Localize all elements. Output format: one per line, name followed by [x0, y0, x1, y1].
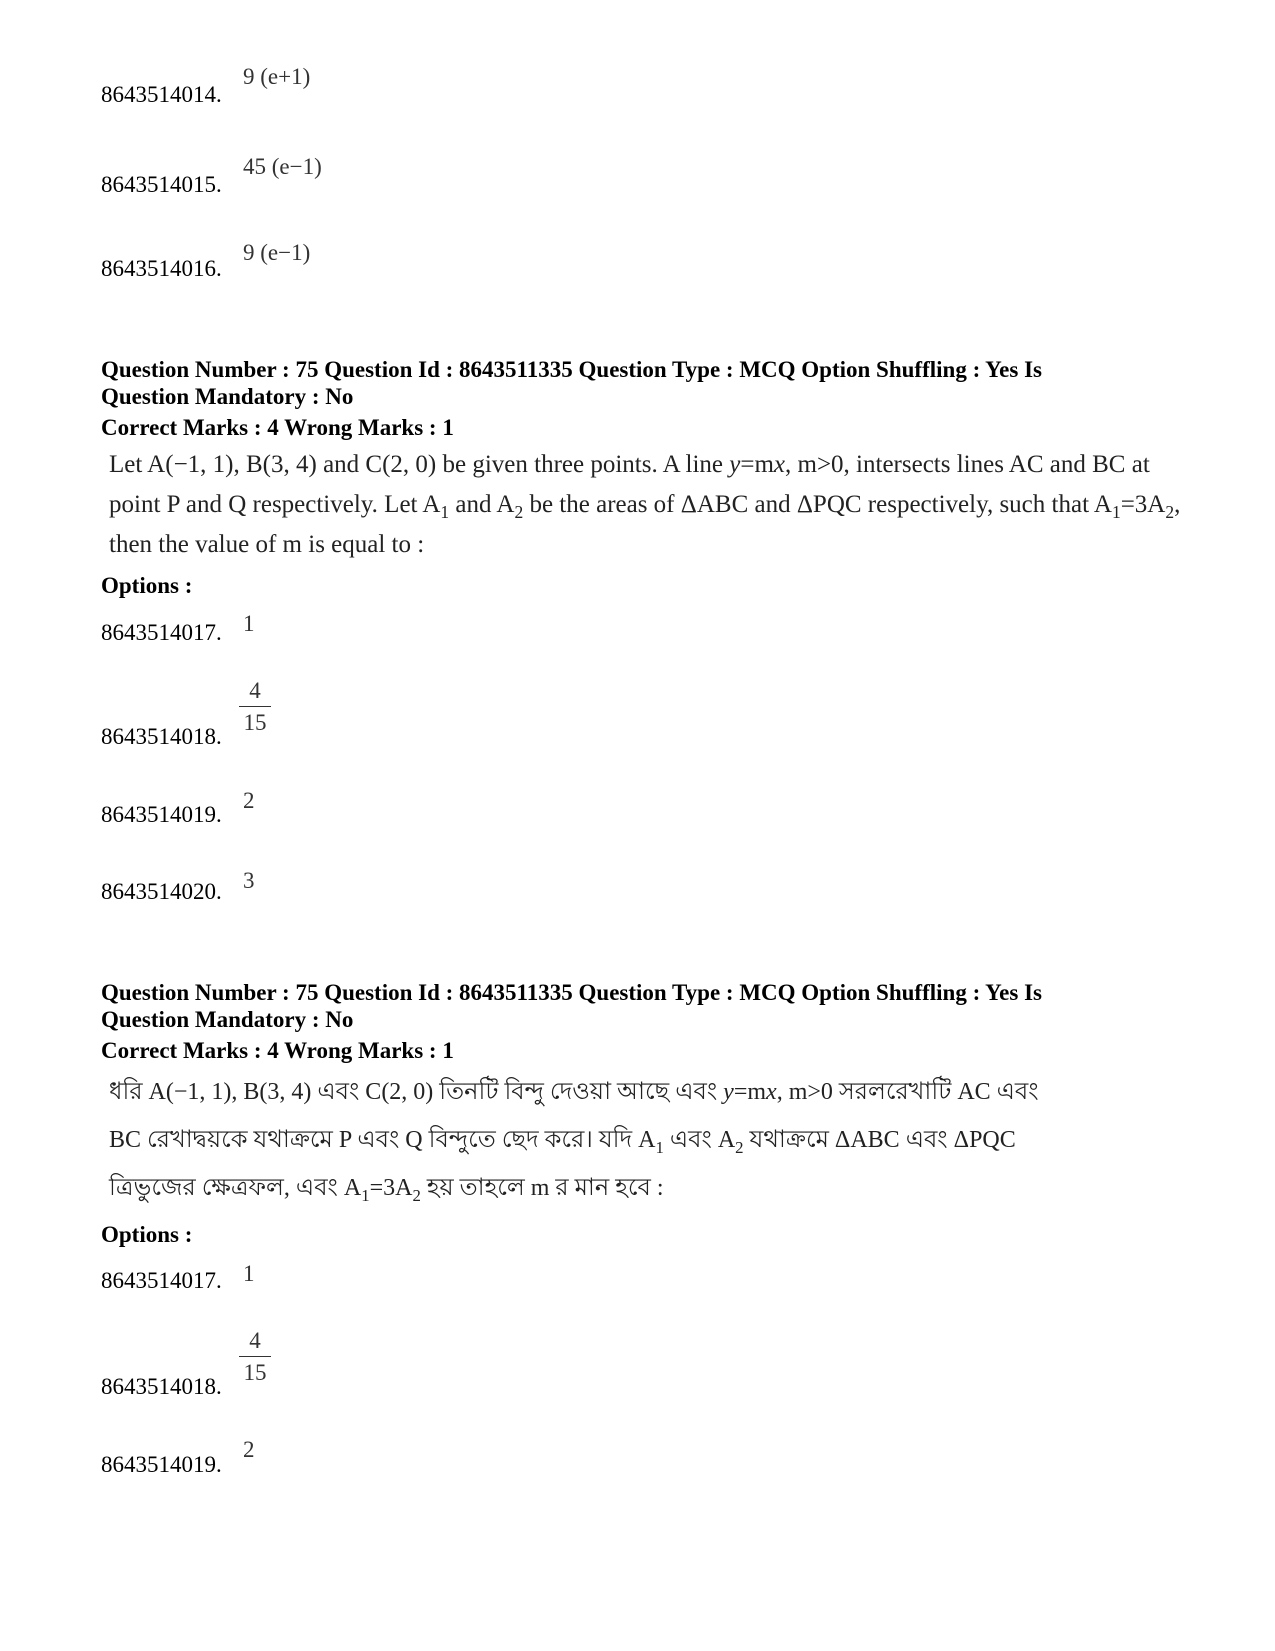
fraction-bar — [239, 1356, 271, 1357]
option-number: 8643514018. — [101, 1374, 222, 1399]
option-value: 9 (e−1) — [243, 240, 311, 265]
fraction-numerator: 4 — [249, 1328, 261, 1353]
question-text: Let A(−1, 1), B(3, 4) and C(2, 0) be given three points. A line y=mx, m>0, intersects lines AC and BC at point P and Q respectively. Let $A_1$ and $A_2$ be the areas of ΔABC and ΔPQC respectively, such that $A_1=3A_2$, then the value of m is equal to : — [109, 451, 1181, 558]
option-value: 45 (e−1) — [243, 154, 322, 179]
option-value: 2 — [243, 788, 255, 813]
fraction-numerator: 4 — [249, 678, 261, 703]
options-label: Options : — [101, 1222, 193, 1247]
option-number: 8643514017. — [101, 1268, 222, 1293]
option-number: 8643514014. — [101, 82, 222, 107]
option-number: 8643514019. — [101, 802, 222, 827]
option-number: 8643514017. — [101, 620, 222, 645]
fraction-bar — [239, 706, 271, 707]
fraction-option — [239, 1328, 271, 1386]
option-number: 8643514020. — [101, 879, 222, 904]
option-value: 1 — [243, 1261, 255, 1286]
fraction-denominator: 15 — [243, 710, 267, 735]
options-label: Options : — [101, 573, 193, 598]
question-mandatory: Question Mandatory : No — [101, 1007, 354, 1032]
question-mandatory: Question Mandatory : No — [101, 384, 354, 409]
option-number: 8643514015. — [101, 172, 222, 197]
fraction-option — [239, 678, 271, 736]
question-text: ধরি A(−1, 1), B(3, 4) এবং C(2, 0) তিনটি বিন্দু দেওয়া আছে এবং y=mx, m>0 সরলরেখাটি AC এবং BC রেখাদ্বয়কে যথাক্রমে P এবং Q বিন্দুতে ছেদ করে। যদি $A_1$ এবং $A_2$ যথাক্রমে ΔABC এবং ΔPQC ত্রিভুজের ক্ষেত্রফল, এবং $A_1=3A_2$ হয় তাহলে m র মান হবে : — [109, 1079, 1039, 1205]
question-marks: Correct Marks : 4 Wrong Marks : 1 — [101, 1038, 454, 1063]
fraction-denominator: 15 — [243, 1360, 267, 1385]
option-number: 8643514019. — [101, 1452, 222, 1477]
option-number: 8643514016. — [101, 256, 222, 281]
option-number: 8643514018. — [101, 724, 222, 749]
option-value: 2 — [243, 1437, 255, 1462]
question-marks: Correct Marks : 4 Wrong Marks : 1 — [101, 415, 454, 440]
question-header: Question Number : 75 Question Id : 8643511335 Question Type : MCQ Option Shuffling : Yes Is — [101, 357, 1042, 382]
option-value: 1 — [243, 611, 255, 636]
question-header: Question Number : 75 Question Id : 8643511335 Question Type : MCQ Option Shuffling : Yes Is — [101, 980, 1042, 1005]
option-value: 3 — [243, 868, 255, 893]
option-value: 9 (e+1) — [243, 64, 311, 89]
